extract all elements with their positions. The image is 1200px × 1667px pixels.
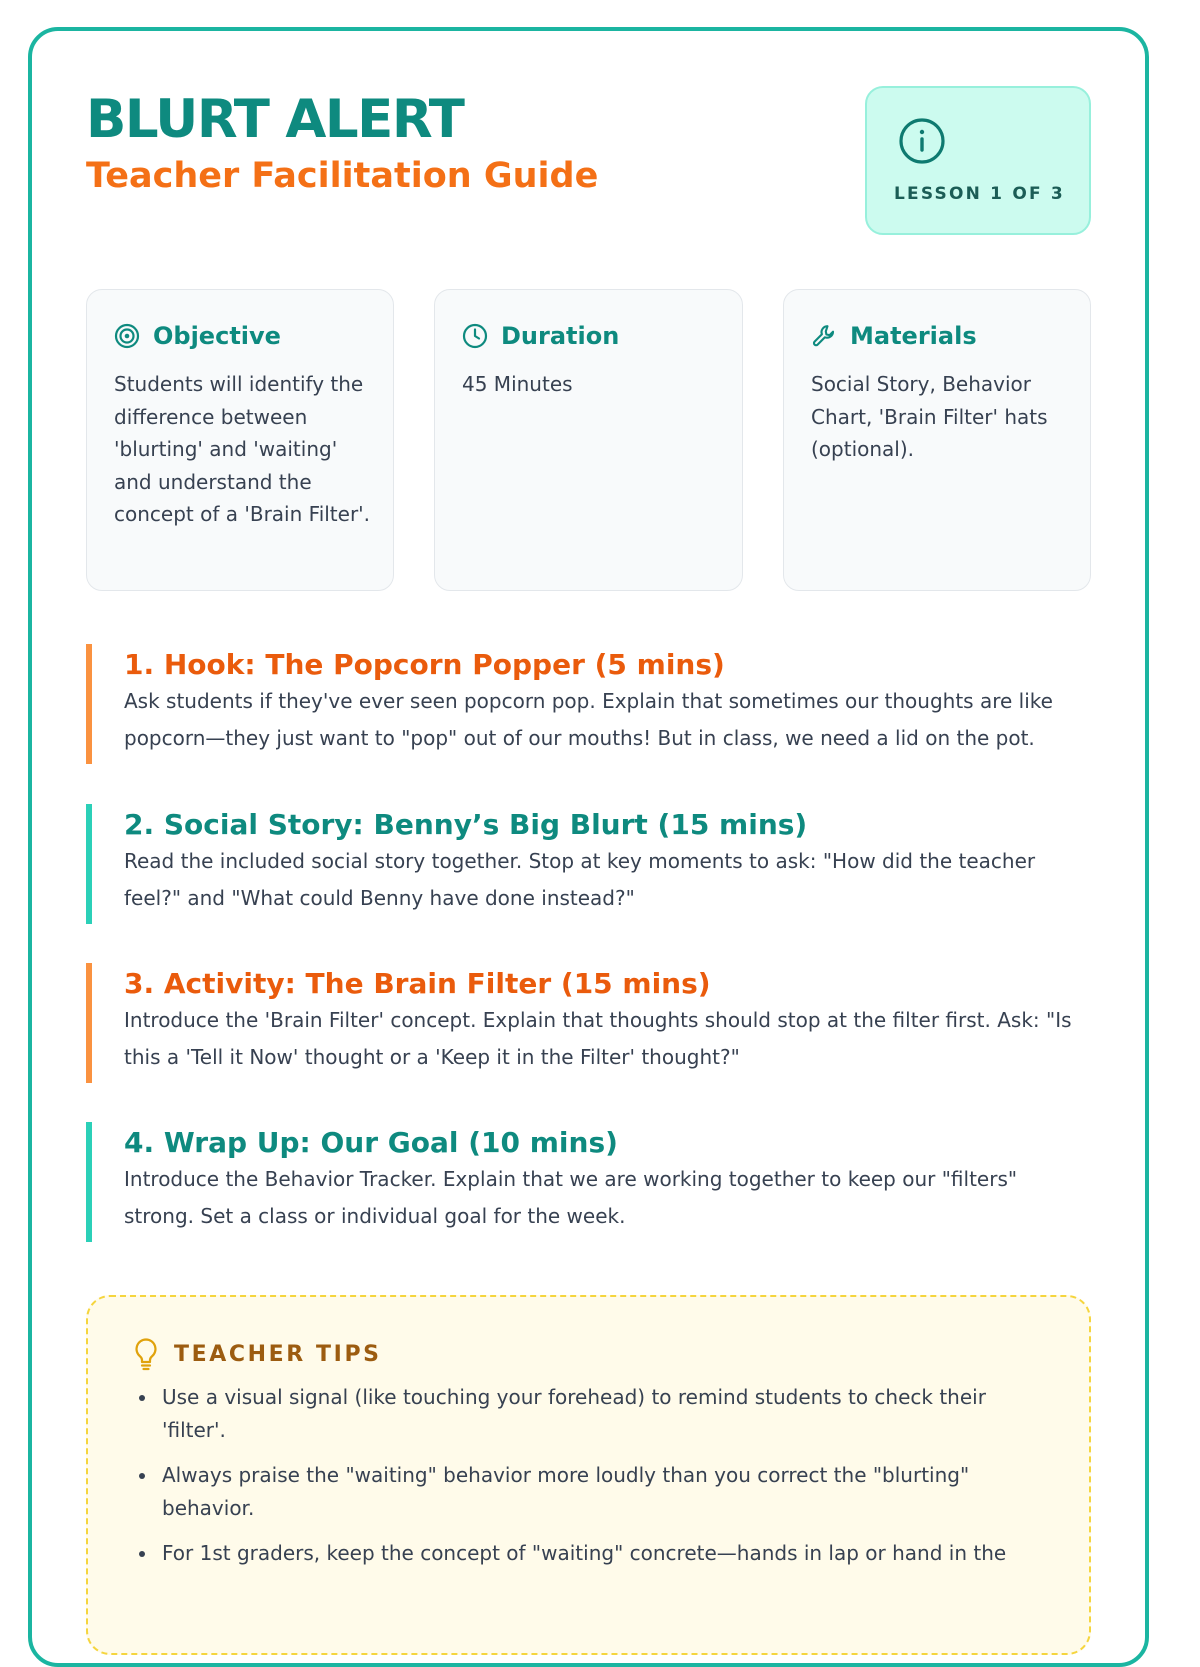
tips-title: TEACHER TIPS <box>174 1341 382 1367</box>
info-icon <box>897 116 947 166</box>
wrench-icon <box>811 323 837 349</box>
section-text: Ask students if they've ever seen popcorn pop. Explain that sometimes our thoughts are like popcorn—they just want to "pop" out of our mouths! But in class, we need a lid on the pot. <box>124 689 1053 750</box>
section-title: 2. Social Story: Benny’s Big Blurt (15 mins) <box>124 808 808 841</box>
tip-item: Always praise the "waiting" behavior more loudly than you correct the "blurting" behavior. <box>162 1459 1019 1524</box>
card-title: Materials <box>850 322 977 350</box>
section-title: 3. Activity: The Brain Filter (15 mins) <box>124 967 711 1000</box>
card-title: Objective <box>153 322 281 350</box>
card-duration <box>434 289 743 591</box>
section-text: Read the included social story together. Stop at key moments to ask: "How did the teacher feel?" and "What could Benny have done instead?" <box>124 849 1036 910</box>
card-title: Duration <box>501 322 620 350</box>
section-text: Introduce the 'Brain Filter' concept. Explain that thoughts should stop at the filter first. Ask: "Is this a 'Tell it Now' thought or a 'Keep it in the Filter' thought?" <box>124 1008 1072 1069</box>
card-text: 45 Minutes <box>462 372 573 396</box>
tip-item: Use a visual signal (like touching your forehead) to remind students to check their 'filter'. <box>162 1381 1019 1446</box>
lightbulb-icon <box>132 1337 160 1371</box>
section-hook <box>86 644 1091 764</box>
clock-icon <box>462 323 488 349</box>
teacher-tips-box <box>86 1295 1091 1655</box>
tip-item: For 1st graders, keep the concept of "waiting" concrete—hands in lap or hand in the <box>162 1537 1019 1570</box>
target-icon <box>114 323 140 349</box>
section-text: Introduce the Behavior Tracker. Explain that we are working together to keep our "filters" strong. Set a class or individual goal for the week. <box>124 1167 1018 1228</box>
page-subtitle: Teacher Facilitation Guide <box>86 156 599 196</box>
card-text: Social Story, Behavior Chart, 'Brain Filter' hats (optional). <box>811 372 1048 462</box>
lesson-badge <box>865 86 1091 235</box>
card-objective <box>86 289 394 591</box>
page-title: BLURT ALERT <box>86 89 464 150</box>
section-wrap-up <box>86 1122 1091 1242</box>
card-materials <box>783 289 1091 591</box>
card-text: Students will identify the difference between 'blurting' and 'waiting' and understand the concept of a 'Brain Filter'. <box>114 372 371 527</box>
section-title: 4. Wrap Up: Our Goal (10 mins) <box>124 1126 618 1159</box>
section-title: 1. Hook: The Popcorn Popper (5 mins) <box>124 648 725 681</box>
section-social-story <box>86 804 1091 924</box>
lesson-label: LESSON 1 OF 3 <box>894 184 1065 204</box>
tips-list <box>162 1381 1019 1583</box>
section-activity <box>86 963 1091 1083</box>
